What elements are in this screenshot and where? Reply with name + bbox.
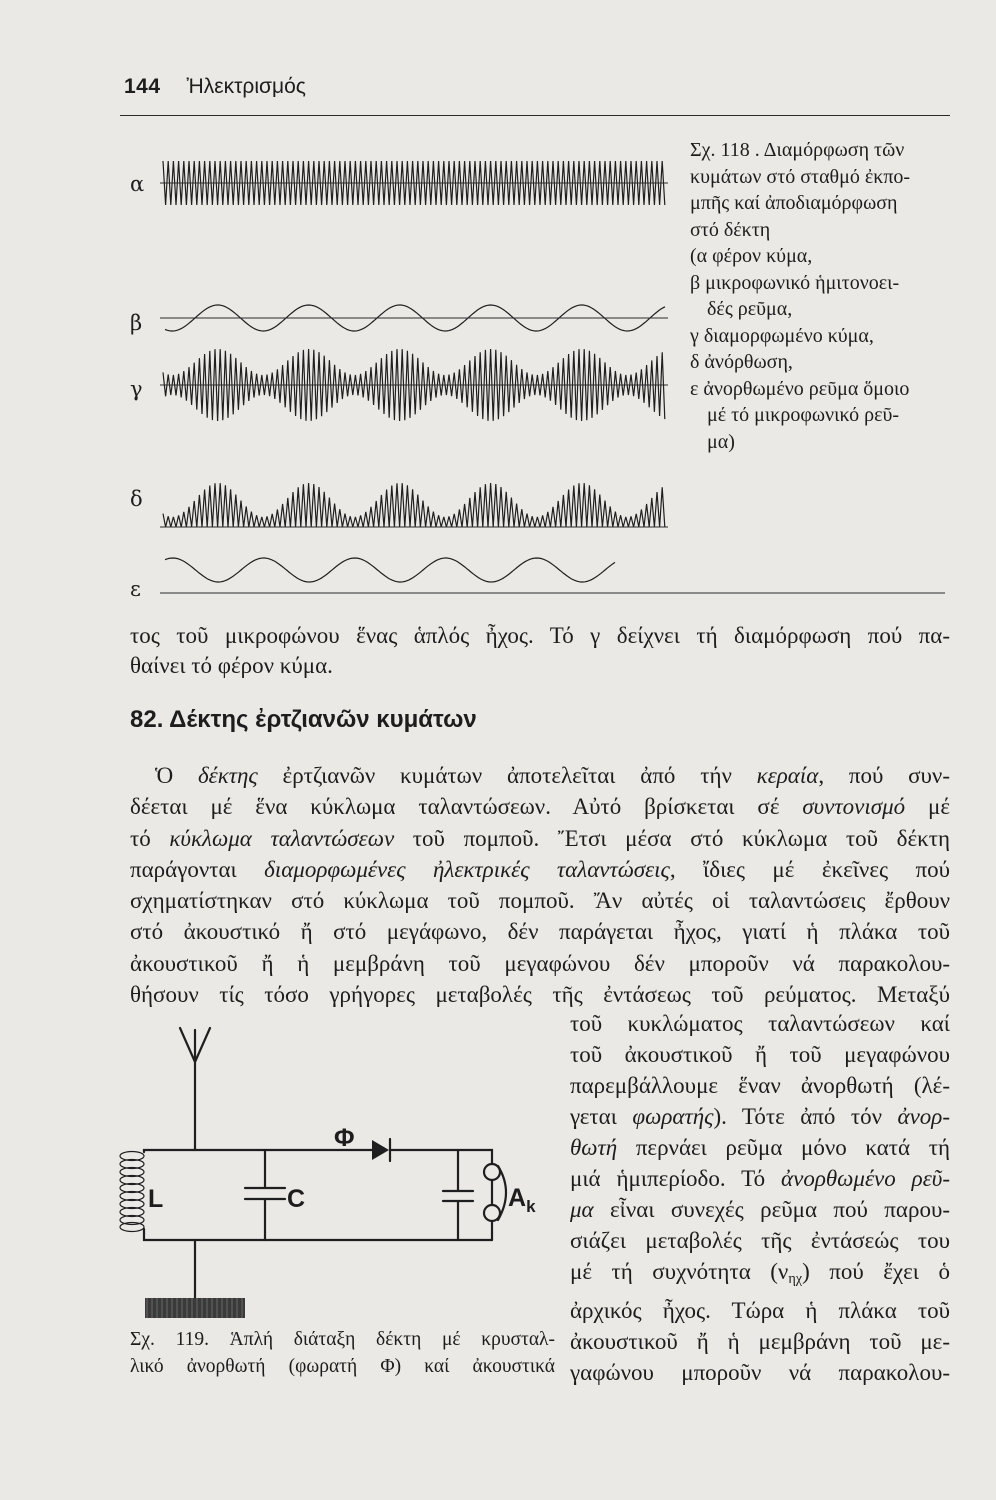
main-paragraph — [130, 760, 950, 1010]
emphasis: μα — [570, 1197, 594, 1222]
text-line — [130, 885, 950, 916]
caption-line: ε ἀνορθωμένο ρεῦμα ὅμοιο — [690, 377, 910, 400]
text-run: , πού συν- — [818, 763, 950, 788]
emphasis: φωρατής — [632, 1104, 714, 1129]
intro-text — [130, 621, 950, 681]
label-alpha: α — [130, 172, 145, 196]
text-run: παράγονται — [130, 856, 265, 882]
earphone-icon — [484, 1164, 506, 1240]
caption-line: γ διαμορφωμένο κύμα, — [690, 324, 874, 347]
text-line — [570, 1295, 950, 1326]
text-run: παρεμβάλλουμε ἕναν ἀνορθωτή (λέ- — [570, 1073, 950, 1098]
text-line — [570, 1357, 950, 1388]
caption-line: β μικροφωνικό ἡμιτονοει- — [690, 271, 900, 294]
text-run: εἶναι συνεχές ρεῦμα πού παρου- — [593, 1197, 950, 1222]
text-line — [130, 791, 950, 822]
label-capacitor: C — [287, 1185, 306, 1213]
capacitor-icon — [245, 1150, 285, 1240]
text-run: σχηματίστηκαν στό κύκλωμα τοῦ πομποῦ. Ἄν αὐτές οἱ ταλαντώσεις ἔρθουν — [130, 888, 950, 914]
text-run: δέεται μέ ἕνα κύκλωμα ταλαντώσεων. Αὐτό βρίσκεται σέ — [130, 794, 803, 820]
recovered-wave — [165, 558, 615, 582]
text-run: τό — [130, 825, 170, 851]
text-line — [570, 1070, 950, 1101]
figure-119-circuit — [120, 1028, 536, 1318]
emphasis: θωτή — [570, 1135, 618, 1160]
text-line — [570, 1132, 950, 1163]
column-paragraph — [570, 1008, 950, 1388]
antenna-icon — [180, 1028, 210, 1150]
text-run: στό ἀκουστικό ἤ στό μεγάφωνο, δέν παράγεται ἦχος, γιατί ἡ πλάκα τοῦ — [130, 919, 950, 945]
page-number: 144 — [124, 75, 161, 98]
text-run: ) πού ἔχει ὁ — [802, 1259, 950, 1284]
caption-line: μέ τό μικροφωνικό ρεῦ- — [707, 404, 900, 426]
diode-icon — [372, 1139, 492, 1164]
emphasis: κεραία — [756, 763, 819, 788]
emphasis: ἀνορθωμένο ρεῦ- — [781, 1166, 950, 1191]
emphasis: δέκτης — [197, 763, 258, 788]
text-run: γεται — [570, 1104, 633, 1129]
emphasis: ἀνορ- — [897, 1104, 950, 1129]
text-line — [570, 1008, 950, 1039]
text-run: περνάει ρεῦμα μόνο κατά τή — [617, 1135, 950, 1160]
text-line — [570, 1225, 950, 1256]
caption-line: δ ἀνόρθωση, — [690, 351, 793, 373]
emphasis: κύκλωμα ταλαντώσεων — [169, 825, 395, 851]
bottom-wire — [144, 1229, 492, 1240]
text-line — [570, 1163, 950, 1194]
text-run: τοῦ κυκλώματος ταλαντώσεων καί — [570, 1011, 950, 1036]
figure-119-caption — [130, 1326, 555, 1380]
text-run: τοῦ ἀκουστικοῦ ἤ τοῦ μεγαφώνου — [570, 1042, 950, 1067]
text-run: Ὁ — [155, 763, 198, 788]
text-run: ). Τότε ἀπό τόν — [713, 1104, 898, 1129]
text-run: ἀκουστικοῦ ἤ ἡ μεμβράνη τοῦ μεγαφώνου δέν μποροῦν νά παρακολου- — [130, 950, 950, 976]
caption-line: Σχ. 118 . Διαμόρφωση τῶν — [690, 139, 905, 161]
caption-line: μπῆς καί ἀποδιαμόρφωση — [690, 192, 898, 214]
coil-icon — [120, 1152, 144, 1232]
text-line — [570, 1101, 950, 1132]
caption-line: (α φέρον κύμα, — [690, 245, 813, 267]
label-earphone-main: A — [508, 1184, 527, 1212]
caption-line: Σχ. 119. Ἁπλή διάταξη δέκτη μέ κρυσταλ- — [130, 1329, 555, 1350]
bypass-capacitor-icon — [443, 1150, 473, 1240]
text-line — [130, 916, 950, 947]
text-run: γαφώνου μποροῦν νά παρακολου- — [570, 1359, 950, 1385]
text-run: θήσουν τίς τόσο γρήγορες μεταβολές τῆς ἐντάσεως τοῦ ρεύματος. Μεταξύ — [130, 982, 950, 1008]
caption-line: μα) — [707, 430, 735, 453]
text-line — [570, 1326, 950, 1357]
ground-plate-icon — [145, 1298, 245, 1318]
section-heading: 82. Δέκτης ἐρτζιανῶν κυμάτων — [130, 706, 477, 733]
text-run: ἀρχικός ἦχος. Τώρα ἡ πλάκα τοῦ — [570, 1297, 950, 1323]
text-run: σιάζει μεταβολές τῆς ἐντάσεώς του — [570, 1228, 950, 1253]
text-run: ἐρτζιανῶν κυμάτων ἀποτελεῖται ἀπό τήν — [257, 763, 757, 788]
label-detector: Φ — [334, 1124, 355, 1152]
text-line — [130, 823, 950, 854]
subscript: ηχ — [788, 1270, 803, 1287]
label-earphone-sub: k — [526, 1197, 536, 1216]
text-line — [570, 1039, 950, 1070]
label-gamma: γ — [130, 377, 143, 401]
rectified-wave — [163, 483, 665, 527]
text-run: ἀκουστικοῦ ἤ ἡ μεμβράνη τοῦ με- — [570, 1328, 950, 1354]
label-earphone — [508, 1184, 536, 1216]
label-delta: δ — [130, 487, 143, 511]
text-run: μέ τή συχνότητα (ν — [570, 1259, 789, 1284]
text-line — [570, 1256, 950, 1295]
label-epsilon: ε — [130, 577, 141, 601]
text-run: μέ — [905, 794, 950, 820]
running-title: Ἠλεκτρισμός — [186, 75, 306, 98]
text-run: τοῦ πομποῦ. Ἔτσι μέσα στό κύκλωμα τοῦ δέκτη — [394, 825, 951, 851]
caption-line: κυμάτων στό σταθμό ἐκπο- — [690, 165, 911, 188]
caption-line: δές ρεῦμα, — [707, 298, 793, 320]
label-coil: L — [148, 1185, 164, 1213]
text-run: μιά ἡμιπερίοδο. Τό — [570, 1166, 782, 1191]
text-line: θαίνει τό φέρον κύμα. — [130, 653, 333, 678]
text-line — [130, 948, 950, 979]
emphasis: διαμορφωμένες ἠλεκτρικές ταλαντώσεις — [264, 856, 670, 882]
emphasis: συντονισμό — [802, 794, 906, 820]
text-run: , ἴδιες μέ ἐκεῖνες πού — [669, 856, 950, 882]
text-line — [130, 854, 950, 885]
text-line — [570, 1194, 950, 1225]
text-line — [130, 760, 950, 791]
label-beta: β — [130, 311, 143, 335]
caption-line: στό δέκτη — [690, 218, 771, 241]
caption-line: λικό ἀνορθωτή (φωρατή Φ) καί ἀκουστικά — [130, 1356, 555, 1377]
text-line: τος τοῦ μικροφώνου ἕνας ἁπλός ἦχος. Τό γ δείχνει τή διαμόρφωση πού πα- — [130, 623, 950, 648]
text-line — [130, 979, 950, 1010]
figure-118-caption — [690, 137, 952, 455]
